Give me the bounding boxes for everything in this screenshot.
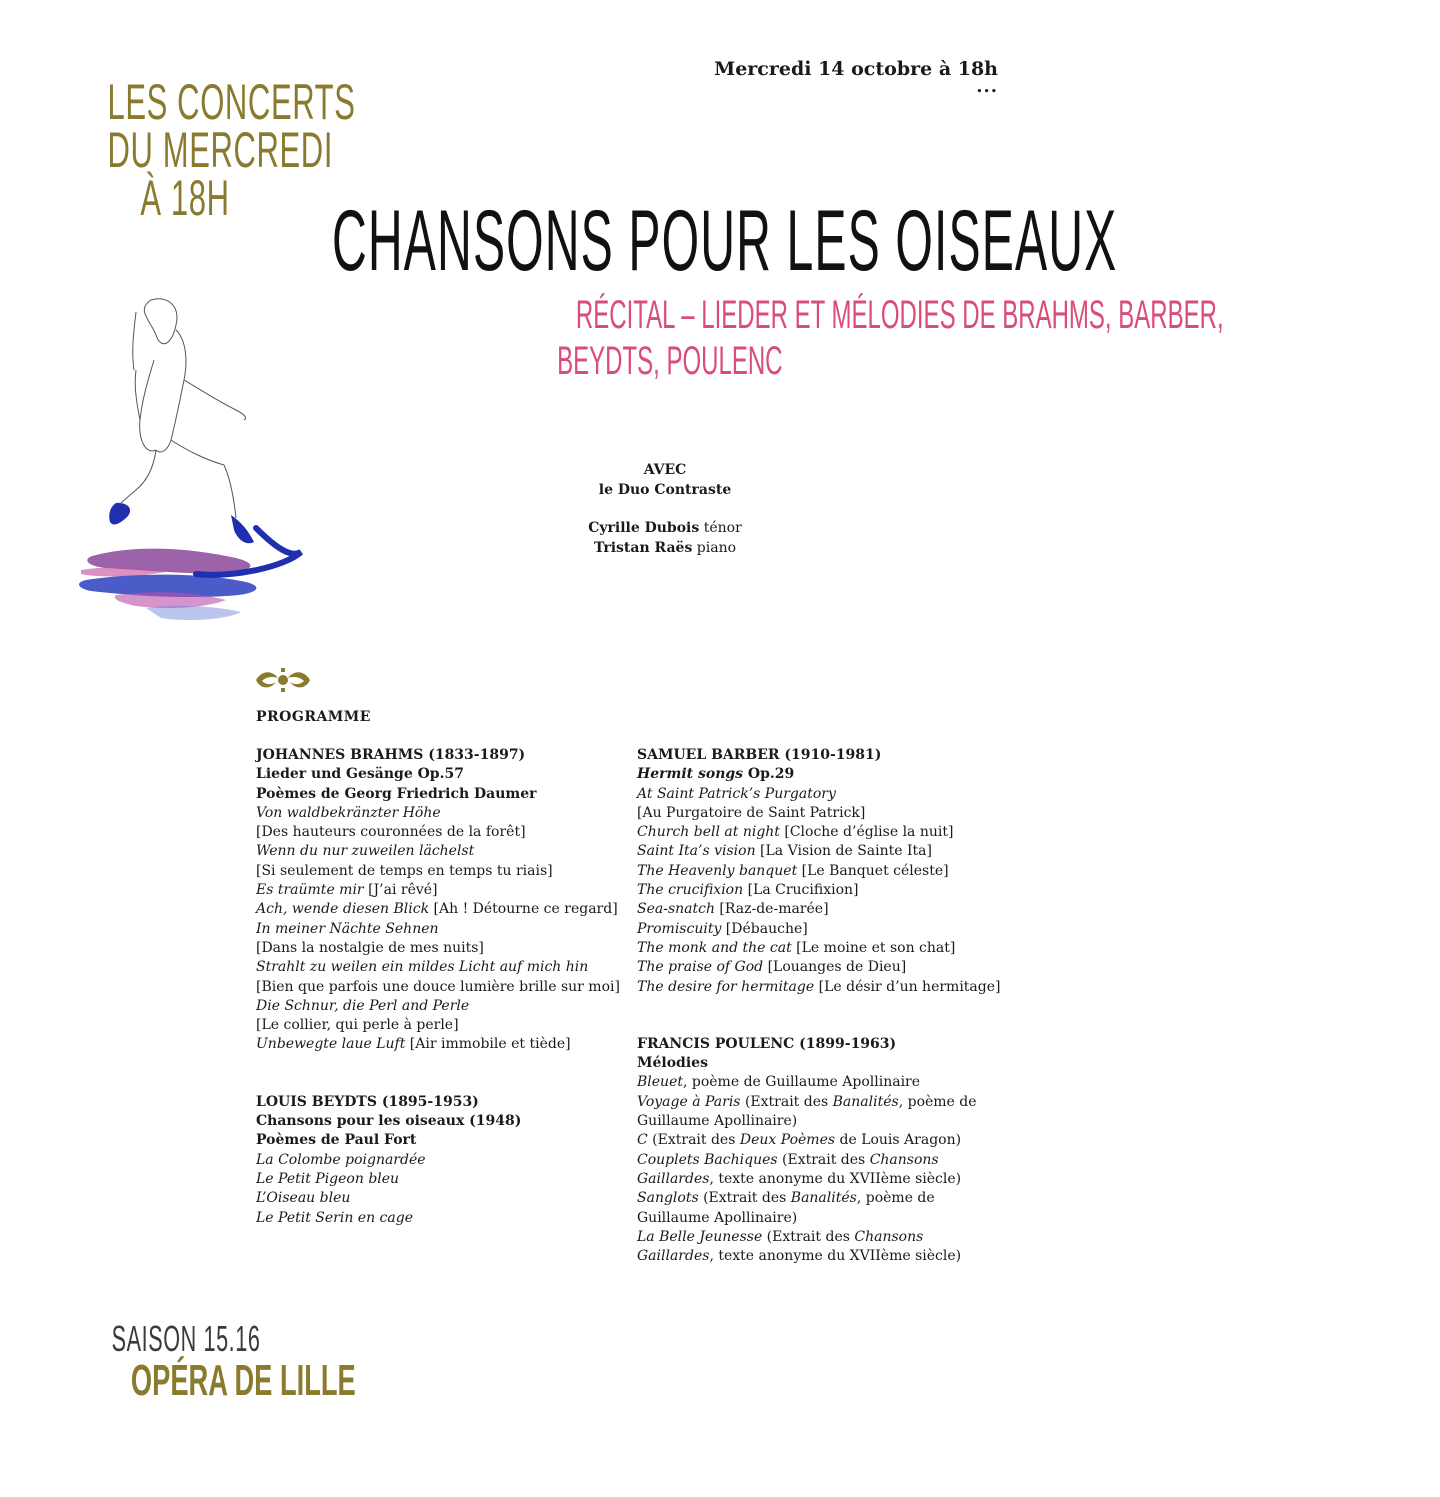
song-note: , poème de	[856, 1190, 935, 1207]
song-title: Unbewegte laue Luft	[256, 1036, 406, 1053]
song-title: Von waldbekränzter Höhe	[256, 804, 441, 821]
series-line-2: DU MERCREDI	[107, 122, 334, 178]
song-line	[637, 1189, 1000, 1208]
song-note: Guillaume Apollinaire)	[637, 1113, 798, 1130]
song-title: Es traümte mir	[256, 882, 364, 899]
poulenc-section	[637, 1035, 1000, 1267]
song-title: C	[637, 1132, 648, 1149]
song-title: Sanglots	[637, 1190, 699, 1207]
song-title: In meiner Nächte Sehnen	[256, 920, 439, 937]
song-translation: [J’ai rêvé]	[363, 882, 438, 899]
sock-left	[109, 503, 130, 525]
song-translation: [Le désir d’un hermitage]	[814, 978, 1001, 995]
song-line	[637, 1247, 1000, 1266]
song-title: The Heavenly banquet	[637, 862, 798, 879]
song-source: Banalités	[832, 1093, 899, 1110]
watercolor-splash	[79, 549, 256, 620]
barber-work	[637, 765, 1000, 784]
performers-block	[540, 460, 790, 558]
song-translation: [Bien que parfois une douce lumière brille sur moi]	[256, 978, 620, 995]
concert-title: CHANSONS POUR LES OISEAUX	[332, 193, 1118, 289]
song-title: Le Petit Pigeon bleu	[256, 1170, 400, 1187]
song-source: Deux Poèmes	[739, 1132, 836, 1149]
performer-2-name: Tristan Raës	[593, 540, 693, 556]
song-line	[256, 1035, 620, 1054]
song-title: L’Oiseau bleu	[256, 1190, 351, 1207]
song-title: Couplets Bachiques	[637, 1151, 778, 1168]
song-title: Die Schnur, die Perl and Perle	[256, 997, 470, 1014]
performer-2-role: piano	[692, 540, 737, 556]
song-title: Wenn du nur zuweilen lächelst	[256, 843, 475, 860]
song-source: Banalités	[790, 1190, 857, 1207]
song-title: Promiscuity	[637, 920, 722, 937]
song-title: Ach, wende diesen Blick	[256, 901, 430, 918]
series-line-3: À 18H	[140, 170, 230, 226]
song-translation: [Raz-de-marée]	[714, 901, 829, 918]
song-translation: [La Vision de Sainte Ita]	[755, 843, 932, 860]
programme-column-right	[637, 746, 1000, 1266]
song-note: , poème de Guillaume Apollinaire	[682, 1074, 921, 1091]
song-line	[637, 939, 1000, 958]
song-line	[637, 1131, 1000, 1150]
song-source: Chansons	[869, 1151, 939, 1168]
song-line	[637, 1170, 1000, 1189]
song-line	[637, 1093, 1000, 1112]
song-source: Gaillardes	[637, 1170, 710, 1187]
song-translation: [Air immobile et tiède]	[405, 1036, 571, 1053]
song-title: Le Petit Serin en cage	[256, 1209, 413, 1226]
with-label: AVEC	[643, 462, 687, 478]
song-translation: [Le moine et son chat]	[791, 939, 956, 956]
date-dots: ...	[976, 76, 998, 97]
opera-name: OPÉRA DE LILLE	[130, 1356, 356, 1405]
song-line	[637, 958, 1000, 977]
song-line	[637, 862, 1000, 881]
song-note: (Extrait des	[740, 1093, 833, 1110]
song-translation: [La Crucifixion]	[743, 882, 859, 899]
song-note: de Louis Aragon)	[835, 1132, 962, 1149]
song-title: La Colombe poignardée	[256, 1151, 426, 1168]
song-line	[637, 978, 1000, 997]
performer-1	[540, 518, 790, 538]
song-title: The monk and the cat	[637, 939, 792, 956]
song-note: (Extrait des	[698, 1190, 791, 1207]
song-source: Gaillardes	[637, 1248, 710, 1265]
poulenc-work: Mélodies	[637, 1055, 708, 1072]
song-title: The desire for hermitage	[637, 978, 815, 995]
song-translation: [Dans la nostalgie de mes nuits]	[256, 939, 484, 956]
running-figure-illustration	[76, 290, 316, 640]
song-note: (Extrait des	[647, 1132, 740, 1149]
series-line-1: LES CONCERTS	[107, 74, 356, 130]
song-note: , texte anonyme du XVIIème siècle)	[709, 1248, 962, 1265]
song-translation: [Au Purgatoire de Saint Patrick]	[637, 804, 866, 821]
figure-sketch	[120, 299, 246, 518]
brahms-work: Lieder und Gesänge Op.57	[256, 766, 464, 783]
song-translation: [Le collier, qui perle à perle]	[256, 1017, 459, 1034]
song-title: Sea-snatch	[637, 901, 715, 918]
brahms-poet: Poèmes de Georg Friedrich Daumer	[256, 785, 537, 802]
barber-work-opus: Op.29	[743, 766, 795, 783]
programme-heading: PROGRAMME	[256, 709, 371, 725]
performer-1-role: ténor	[699, 520, 742, 536]
song-note: , texte anonyme du XVIIème siècle)	[709, 1170, 962, 1187]
subtitle-line-2: BEYDTS, POULENC	[557, 339, 783, 383]
beydts-section	[256, 1093, 620, 1228]
song-translation: [Des hauteurs couronnées de la forêt]	[256, 824, 526, 841]
song-translation: [Si seulement de temps en temps tu riais]	[256, 862, 553, 879]
ornament-icon	[254, 667, 312, 693]
song-note: (Extrait des	[762, 1228, 855, 1245]
programme-column-left	[256, 746, 620, 1228]
song-title: The crucifixion	[637, 882, 744, 899]
song-source: Chansons	[854, 1228, 924, 1245]
song-line	[637, 900, 1000, 919]
song-note: , poème de	[898, 1093, 977, 1110]
song-title: Strahlt zu weilen ein mildes Licht auf mich hin	[256, 959, 589, 976]
song-line	[637, 881, 1000, 900]
performer-1-name: Cyrille Dubois	[588, 520, 700, 536]
song-title: The praise of God	[637, 959, 764, 976]
song-line	[256, 881, 620, 900]
subtitle-line-1: RÉCITAL – LIEDER ET MÉLODIES DE BRAHMS, BARBER,	[575, 293, 1224, 337]
song-line	[637, 920, 1000, 939]
song-line	[637, 1228, 1000, 1247]
song-translation: [Ah ! Détourne ce regard]	[429, 901, 618, 918]
song-translation: [Louanges de Dieu]	[763, 959, 907, 976]
song-translation: [Cloche d’église la nuit]	[779, 824, 954, 841]
song-line	[637, 1073, 1000, 1092]
sock-right	[231, 515, 254, 543]
song-note: Guillaume Apollinaire)	[637, 1209, 798, 1226]
performer-2	[540, 538, 790, 558]
song-title: Church bell at night	[637, 824, 780, 841]
song-title: At Saint Patrick’s Purgatory	[637, 785, 836, 802]
song-title: Voyage à Paris	[637, 1093, 741, 1110]
poulenc-composer: FRANCIS POULENC (1899-1963)	[637, 1035, 897, 1052]
song-title: Bleuet	[637, 1074, 683, 1091]
season-logo	[62, 1318, 356, 1406]
song-line	[637, 842, 1000, 861]
beydts-composer: LOUIS BEYDTS (1895-1953)	[256, 1093, 479, 1110]
series-heading	[60, 74, 356, 226]
beydts-poet: Poèmes de Paul Fort	[256, 1132, 417, 1149]
song-line	[256, 900, 620, 919]
concert-date	[714, 58, 998, 97]
brahms-section	[256, 746, 620, 1055]
beydts-work: Chansons pour les oiseaux (1948)	[256, 1113, 522, 1130]
date-text: Mercredi 14 octobre à 18h	[714, 58, 998, 80]
brahms-composer: JOHANNES BRAHMS (1833-1897)	[256, 747, 526, 763]
concert-subtitle	[360, 292, 1224, 384]
song-line	[637, 1151, 1000, 1170]
song-title: La Belle Jeunesse	[637, 1228, 763, 1245]
song-line	[637, 823, 1000, 842]
song-translation: [Le Banquet céleste]	[797, 862, 949, 879]
barber-section	[637, 746, 1000, 997]
song-translation: [Débauche]	[721, 920, 808, 937]
season-label: SAISON 15.16	[111, 1318, 261, 1359]
ensemble-name: le Duo Contraste	[598, 482, 732, 498]
barber-work-title: Hermit songs	[637, 766, 744, 783]
barber-composer: SAMUEL BARBER (1910-1981)	[637, 747, 882, 763]
song-note: (Extrait des	[777, 1151, 870, 1168]
song-title: Saint Ita’s vision	[637, 843, 756, 860]
